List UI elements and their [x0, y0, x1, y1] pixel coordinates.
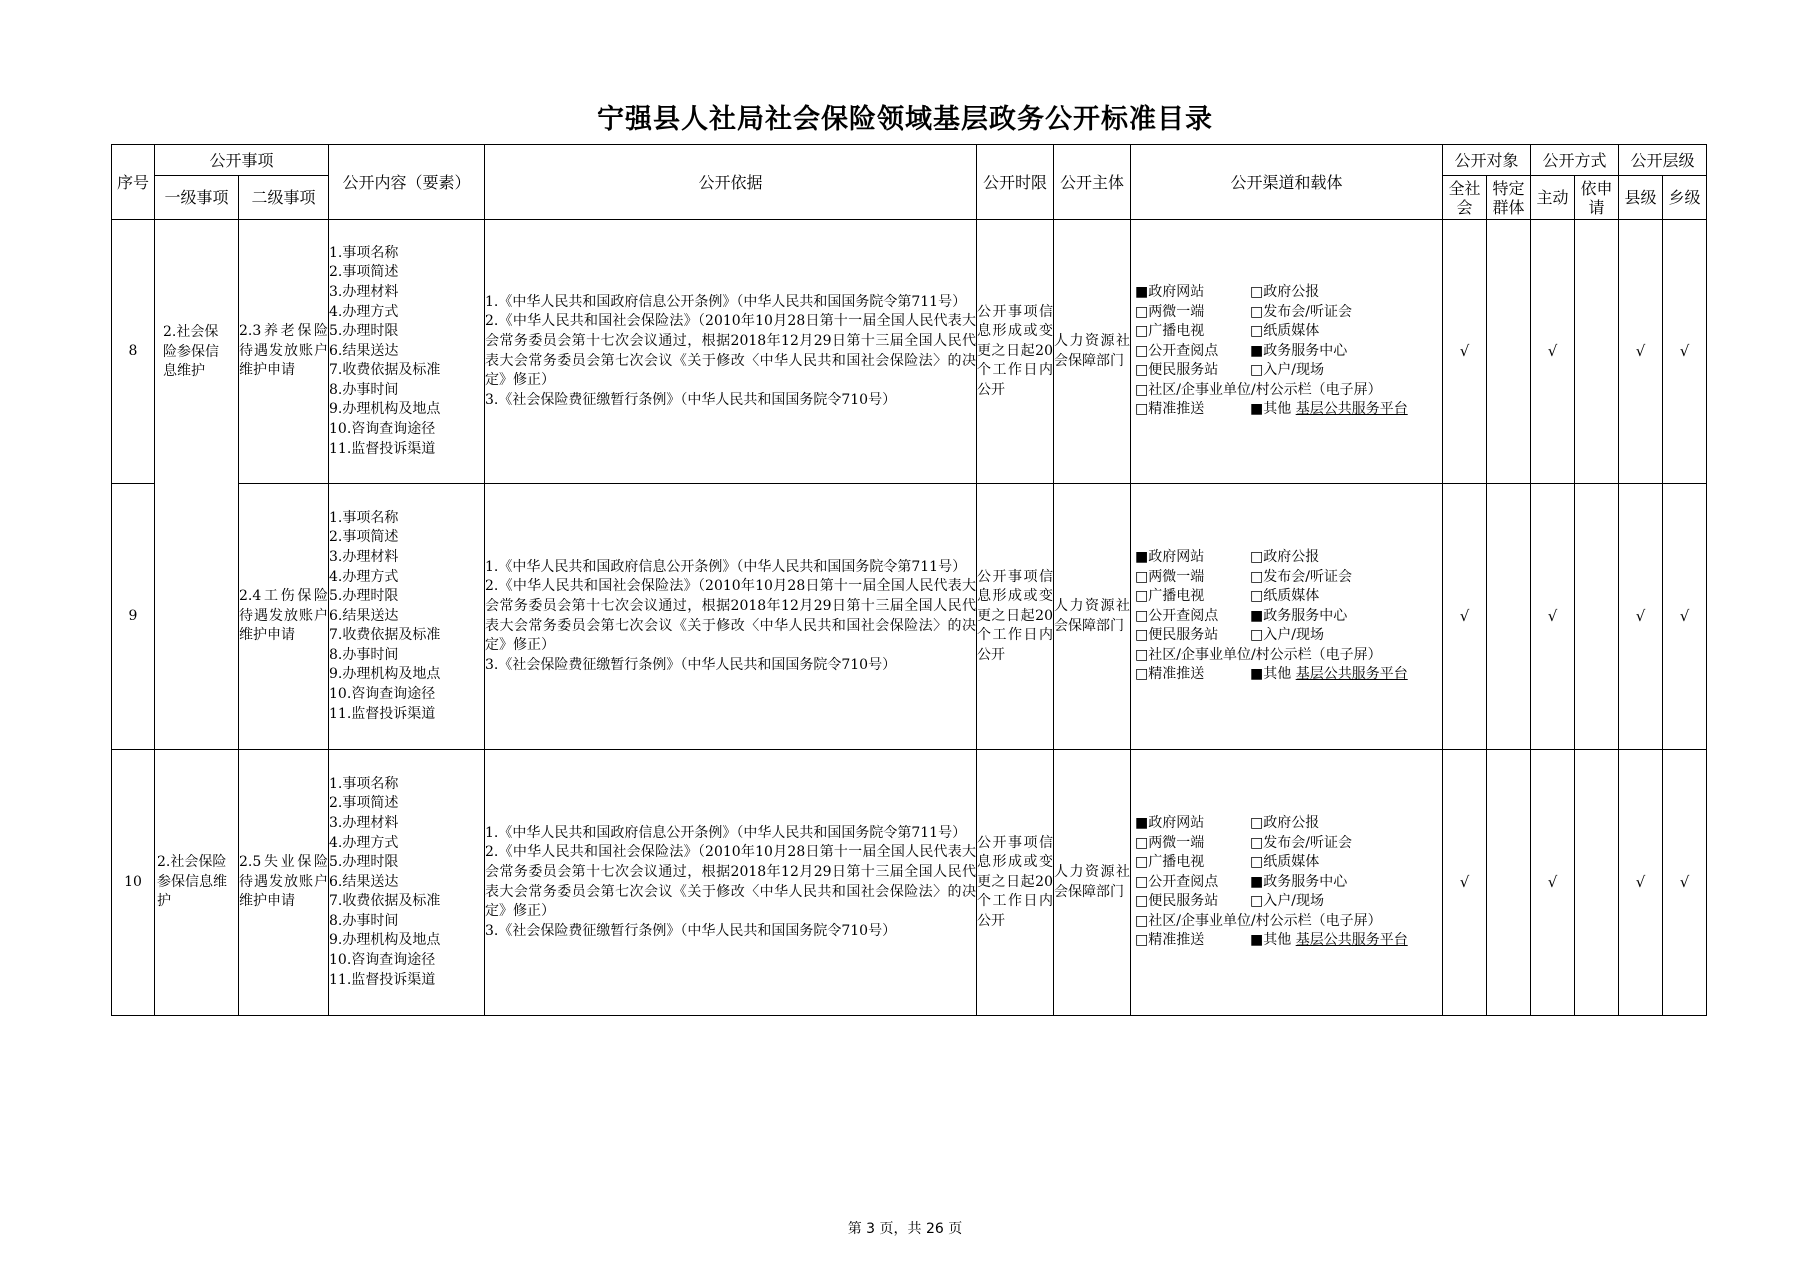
- seq-cell: 9: [112, 484, 155, 750]
- content-item: 10.咨询查询途径: [329, 421, 436, 438]
- channel-onsite: □入户/现场: [1250, 627, 1324, 644]
- seq-cell: 10: [112, 750, 155, 1016]
- channel-gov-gazette: □政府公报: [1250, 283, 1320, 300]
- basis-item: 2.《中华人民共和国社会保险法》（2010年10月28日第十一届全国人民代表大会常务委员会第十七次会议通过，根据2018年12月29日第十三届全国人民代表大会常务委员会第七次会议《关于修改〈中华人民共和国社会保险法〉的决定》修正）: [485, 844, 977, 920]
- header-target-group: 特定群体: [1487, 176, 1531, 220]
- content-item: 6.结果送达: [329, 607, 399, 624]
- channel-bulletin-board: □社区/企事业单位/村公示栏（电子屏）: [1135, 646, 1382, 663]
- content-item: 7.收费依据及标准: [329, 893, 441, 910]
- content-item: 9.办理机构及地点: [329, 932, 441, 949]
- level1-cell: 2.社会保险参保信息维护: [155, 750, 239, 1016]
- level-county-check: √: [1619, 484, 1663, 750]
- content-item: 7.收费依据及标准: [329, 362, 441, 379]
- channel-cell: [1131, 750, 1443, 1016]
- basis-item: 2.《中华人民共和国社会保险法》（2010年10月28日第十一届全国人民代表大会常务委员会第十七次会议通过，根据2018年12月29日第十三届全国人民代表大会常务委员会第七次会议《关于修改〈中华人民共和国社会保险法〉的决定》修正）: [485, 578, 977, 654]
- channel-service-center: ■政务服务中心: [1250, 607, 1348, 624]
- content-item: 11.监督投诉渠道: [329, 440, 436, 457]
- content-item: 5.办理时限: [329, 588, 399, 605]
- header-mode-apply: 依申请: [1575, 176, 1619, 220]
- channel-gov-gazette: □政府公报: [1250, 814, 1320, 831]
- target-group-check: [1487, 750, 1531, 1016]
- channel-other: ■其他: [1250, 401, 1292, 418]
- content-item: 5.办理时限: [329, 854, 399, 871]
- channel-bulletin-board: □社区/企事业单位/村公示栏（电子屏）: [1135, 381, 1382, 398]
- level2-cell: 2.4工伤保险待遇发放账户维护申请: [239, 484, 329, 750]
- channel-gov-gazette: □政府公报: [1250, 548, 1320, 565]
- level1-cell: [155, 220, 239, 750]
- level2-cell: 2.5失业保险待遇发放账户维护申请: [239, 750, 329, 1016]
- content-cell: [329, 220, 485, 484]
- mode-apply-check: [1575, 484, 1619, 750]
- content-item: 3.办理材料: [329, 814, 399, 831]
- page-title: 宁强县人社局社会保险领域基层政务公开标准目录: [597, 104, 1213, 135]
- header-level1: 一级事项: [155, 176, 239, 220]
- table-row: [112, 484, 1707, 750]
- target-group-check: [1487, 220, 1531, 484]
- channel-reading-point: □公开查阅点: [1135, 607, 1219, 624]
- channel-other: ■其他: [1250, 932, 1292, 949]
- content-item: 7.收费依据及标准: [329, 627, 441, 644]
- basis-item: 1.《中华人民共和国政府信息公开条例》（中华人民共和国国务院令第711号）: [485, 293, 967, 310]
- content-item: 4.办理方式: [329, 303, 399, 320]
- channel-onsite: □入户/现场: [1250, 893, 1324, 910]
- channel-other: ■其他: [1250, 666, 1292, 683]
- content-item: 8.办事时间: [329, 381, 399, 398]
- channel-targeted-push: □精准推送: [1135, 932, 1205, 949]
- channel-press-conference: □发布会/听证会: [1250, 834, 1352, 851]
- basis-cell: [485, 220, 977, 484]
- basis-item: 3.《社会保险费征缴暂行条例》（中华人民共和国国务院令710号）: [485, 656, 897, 673]
- channel-wechat-weibo: □两微一端: [1135, 303, 1205, 320]
- channel-press-conference: □发布会/听证会: [1250, 303, 1352, 320]
- channel-broadcast: □广播电视: [1135, 323, 1205, 340]
- channel-reading-point: □公开查阅点: [1135, 342, 1219, 359]
- mode-active-check: √: [1531, 484, 1575, 750]
- header-target-all: 全社会: [1443, 176, 1487, 220]
- channel-print-media: □纸质媒体: [1250, 854, 1320, 871]
- channel-wechat-weibo: □两微一端: [1135, 834, 1205, 851]
- header-mode-active: 主动: [1531, 176, 1575, 220]
- content-item: 2.事项简述: [329, 264, 399, 281]
- channel-cell: [1131, 220, 1443, 484]
- content-item: 10.咨询查询途径: [329, 952, 436, 969]
- content-item: 11.监督投诉渠道: [329, 971, 436, 988]
- content-item: 1.事项名称: [329, 509, 399, 526]
- target-all-check: √: [1443, 220, 1487, 484]
- channel-broadcast: □广播电视: [1135, 854, 1205, 871]
- channel-other-platform: 基层公共服务平台: [1295, 932, 1408, 949]
- header-mode: 公开方式: [1531, 145, 1619, 176]
- header-target: 公开对象: [1443, 145, 1531, 176]
- page-footer: 第 3 页，共 26 页: [847, 1221, 963, 1237]
- channel-other-platform: 基层公共服务平台: [1295, 666, 1408, 683]
- catalog-table: [111, 144, 1707, 1016]
- basis-item: 3.《社会保险费征缴暂行条例》（中华人民共和国国务院令710号）: [485, 922, 897, 939]
- channel-broadcast: □广播电视: [1135, 588, 1205, 605]
- header-level2: 二级事项: [239, 176, 329, 220]
- content-item: 2.事项简述: [329, 795, 399, 812]
- content-item: 3.办理材料: [329, 548, 399, 565]
- channel-service-station: □便民服务站: [1135, 893, 1219, 910]
- content-item: 8.办事时间: [329, 646, 399, 663]
- basis-item: 1.《中华人民共和国政府信息公开条例》（中华人民共和国国务院令第711号）: [485, 558, 967, 575]
- channel-service-center: ■政务服务中心: [1250, 342, 1348, 359]
- subject-cell: 人力资源社会保障部门: [1054, 750, 1131, 1016]
- content-item: 2.事项简述: [329, 529, 399, 546]
- basis-cell: [485, 750, 977, 1016]
- channel-service-station: □便民服务站: [1135, 627, 1219, 644]
- channel-gov-website: ■政府网站: [1135, 283, 1205, 300]
- content-item: 4.办理方式: [329, 568, 399, 585]
- table-row: [112, 750, 1707, 1016]
- content-item: 4.办理方式: [329, 834, 399, 851]
- mode-apply-check: [1575, 750, 1619, 1016]
- subject-cell: 人力资源社会保障部门: [1054, 220, 1131, 484]
- channel-print-media: □纸质媒体: [1250, 588, 1320, 605]
- level-town-check: √: [1663, 750, 1707, 1016]
- time-cell: 公开事项信息形成或变更之日起20个工作日内公开: [977, 220, 1054, 484]
- channel-targeted-push: □精准推送: [1135, 401, 1205, 418]
- channel-targeted-push: □精准推送: [1135, 666, 1205, 683]
- channel-other-platform: 基层公共服务平台: [1295, 401, 1408, 418]
- level-town-check: √: [1663, 220, 1707, 484]
- basis-item: 2.《中华人民共和国社会保险法》（2010年10月28日第十一届全国人民代表大会常务委员会第十七次会议通过，根据2018年12月29日第十三届全国人民代表大会常务委员会第七次会议《关于修改〈中华人民共和国社会保险法〉的决定》修正）: [485, 313, 977, 389]
- content-item: 10.咨询查询途径: [329, 686, 436, 703]
- content-item: 8.办事时间: [329, 912, 399, 929]
- content-item: 1.事项名称: [329, 775, 399, 792]
- mode-active-check: √: [1531, 220, 1575, 484]
- level-county-check: √: [1619, 220, 1663, 484]
- header-content: 公开内容（要素）: [329, 145, 485, 220]
- channel-onsite: □入户/现场: [1250, 362, 1324, 379]
- content-item: 6.结果送达: [329, 342, 399, 359]
- time-cell: 公开事项信息形成或变更之日起20个工作日内公开: [977, 750, 1054, 1016]
- level2-cell: 2.3养老保险待遇发放账户维护申请: [239, 220, 329, 484]
- header-channel: 公开渠道和载体: [1131, 145, 1443, 220]
- header-level-county: 县级: [1619, 176, 1663, 220]
- content-item: 5.办理时限: [329, 323, 399, 340]
- content-item: 6.结果送达: [329, 873, 399, 890]
- header-seq: 序号: [112, 145, 155, 220]
- subject-cell: 人力资源社会保障部门: [1054, 484, 1131, 750]
- basis-item: 3.《社会保险费征缴暂行条例》（中华人民共和国国务院令710号）: [485, 391, 897, 408]
- mode-apply-check: [1575, 220, 1619, 484]
- header-time: 公开时限: [977, 145, 1054, 220]
- target-all-check: √: [1443, 484, 1487, 750]
- channel-cell: [1131, 484, 1443, 750]
- header-subject: 公开主体: [1054, 145, 1131, 220]
- seq-cell: 8: [112, 220, 155, 484]
- basis-cell: [485, 484, 977, 750]
- channel-service-center: ■政务服务中心: [1250, 873, 1348, 890]
- content-item: 11.监督投诉渠道: [329, 705, 436, 722]
- channel-gov-website: ■政府网站: [1135, 548, 1205, 565]
- content-item: 3.办理材料: [329, 283, 399, 300]
- content-cell: [329, 750, 485, 1016]
- mode-active-check: √: [1531, 750, 1575, 1016]
- channel-reading-point: □公开查阅点: [1135, 873, 1219, 890]
- channel-gov-website: ■政府网站: [1135, 814, 1205, 831]
- level-town-check: √: [1663, 484, 1707, 750]
- content-item: 9.办理机构及地点: [329, 666, 441, 683]
- channel-bulletin-board: □社区/企事业单位/村公示栏（电子屏）: [1135, 912, 1382, 929]
- channel-service-station: □便民服务站: [1135, 362, 1219, 379]
- content-item: 1.事项名称: [329, 244, 399, 261]
- channel-print-media: □纸质媒体: [1250, 323, 1320, 340]
- target-group-check: [1487, 484, 1531, 750]
- header-level-town: 乡级: [1663, 176, 1707, 220]
- header-basis: 公开依据: [485, 145, 977, 220]
- level1-text: 2.社会保险参保信息维护: [163, 324, 219, 380]
- target-all-check: √: [1443, 750, 1487, 1016]
- channel-press-conference: □发布会/听证会: [1250, 568, 1352, 585]
- table-row: [112, 220, 1707, 484]
- basis-item: 1.《中华人民共和国政府信息公开条例》（中华人民共和国国务院令第711号）: [485, 824, 967, 841]
- header-level: 公开层级: [1619, 145, 1707, 176]
- content-item: 9.办理机构及地点: [329, 401, 441, 418]
- header-items: 公开事项: [155, 145, 329, 176]
- level-county-check: √: [1619, 750, 1663, 1016]
- channel-wechat-weibo: □两微一端: [1135, 568, 1205, 585]
- time-cell: 公开事项信息形成或变更之日起20个工作日内公开: [977, 484, 1054, 750]
- content-cell: [329, 484, 485, 750]
